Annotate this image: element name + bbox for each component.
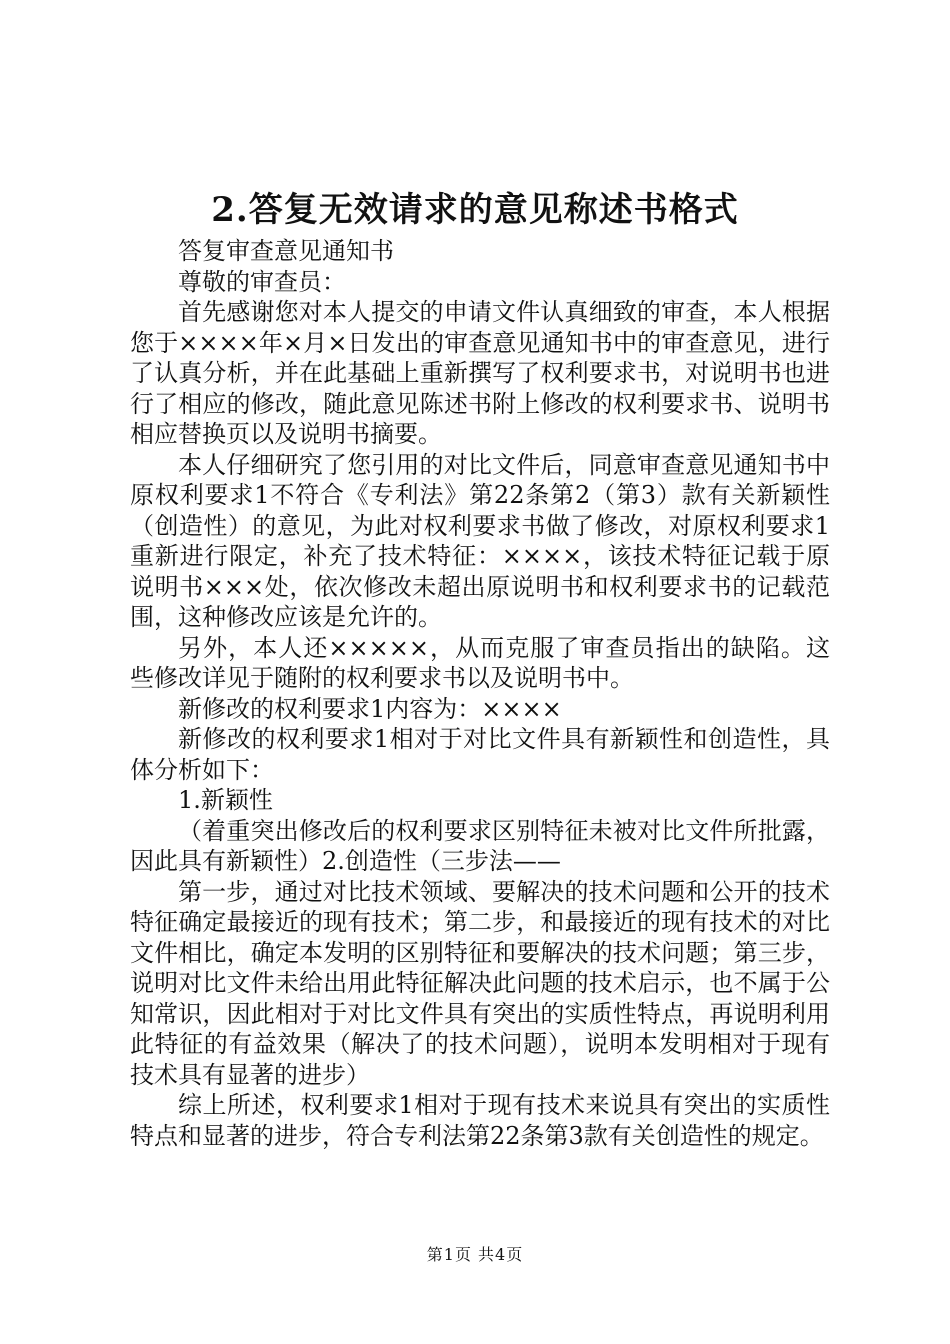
- section-heading-novelty: 1.新颖性: [178, 786, 273, 814]
- paragraph: 新修改的权利要求1内容为：××××: [178, 694, 562, 723]
- paragraph: 另外，本人还×××××，从而克服了审查员指出的缺陷。这些修改详见于随附的权利要求书以及说明书中。: [130, 633, 830, 692]
- paragraph: 第一步，通过对比技术领域、要解决的技术问题和公开的技术特征确定最接近的现有技术；第二步，和最接近的现有技术的对比文件相比，确定本发明的区别特征和要解决的技术问题；第三步，说明对比文件未给出用此特征解决此问题的技术启示，也不属于公知常识，因此相对于对比文件具有突出的实质性特点，再说明利用此特征的有益效果（解决了的技术问题），说明本发明相对于现有技术具有显著的进步）: [130, 877, 830, 1089]
- document-title: 2.答复无效请求的意见称述书格式: [211, 190, 739, 230]
- paragraph-conclusion: 综上所述，权利要求1相对于现有技术来说具有突出的实质性特点和显著的进步，符合专利法第22条第3款有关创造性的规定。: [130, 1091, 830, 1150]
- paragraph-salutation: 尊敬的审查员：: [178, 267, 346, 296]
- paragraph-heading: 答复审查意见通知书: [178, 237, 394, 265]
- paragraph: 本人仔细研究了您引用的对比文件后，同意审查意见通知书中原权利要求1不符合《专利法》第22条第2（第3）款有关新颖性（创造性）的意见，为此对权利要求书做了修改，对原权利要求1重新进行限定，补充了技术特征：××××，该技术特征记载于原说明书×××处，依次修改未超出原说明书和权利要求书的记载范围，这种修改应该是允许的。: [130, 450, 830, 631]
- paragraph: 首先感谢您对本人提交的申请文件认真细致的审查，本人根据您于××××年×月×日发出的审查意见通知书中的审查意见，进行了认真分析，并在此基础上重新撰写了权利要求书，对说明书也进行了相应的修改，随此意见陈述书附上修改的权利要求书、说明书相应替换页以及说明书摘要。: [130, 298, 830, 448]
- paragraph: （着重突出修改后的权利要求区别特征未被对比文件所批露，因此具有新颖性）2.创造性（三步法——: [130, 816, 830, 875]
- paragraph: 新修改的权利要求1相对于对比文件具有新颖性和创造性，具体分析如下：: [130, 725, 830, 784]
- document-body: [130, 236, 830, 1151]
- page-number-footer: 第1页 共4页: [426, 1245, 524, 1264]
